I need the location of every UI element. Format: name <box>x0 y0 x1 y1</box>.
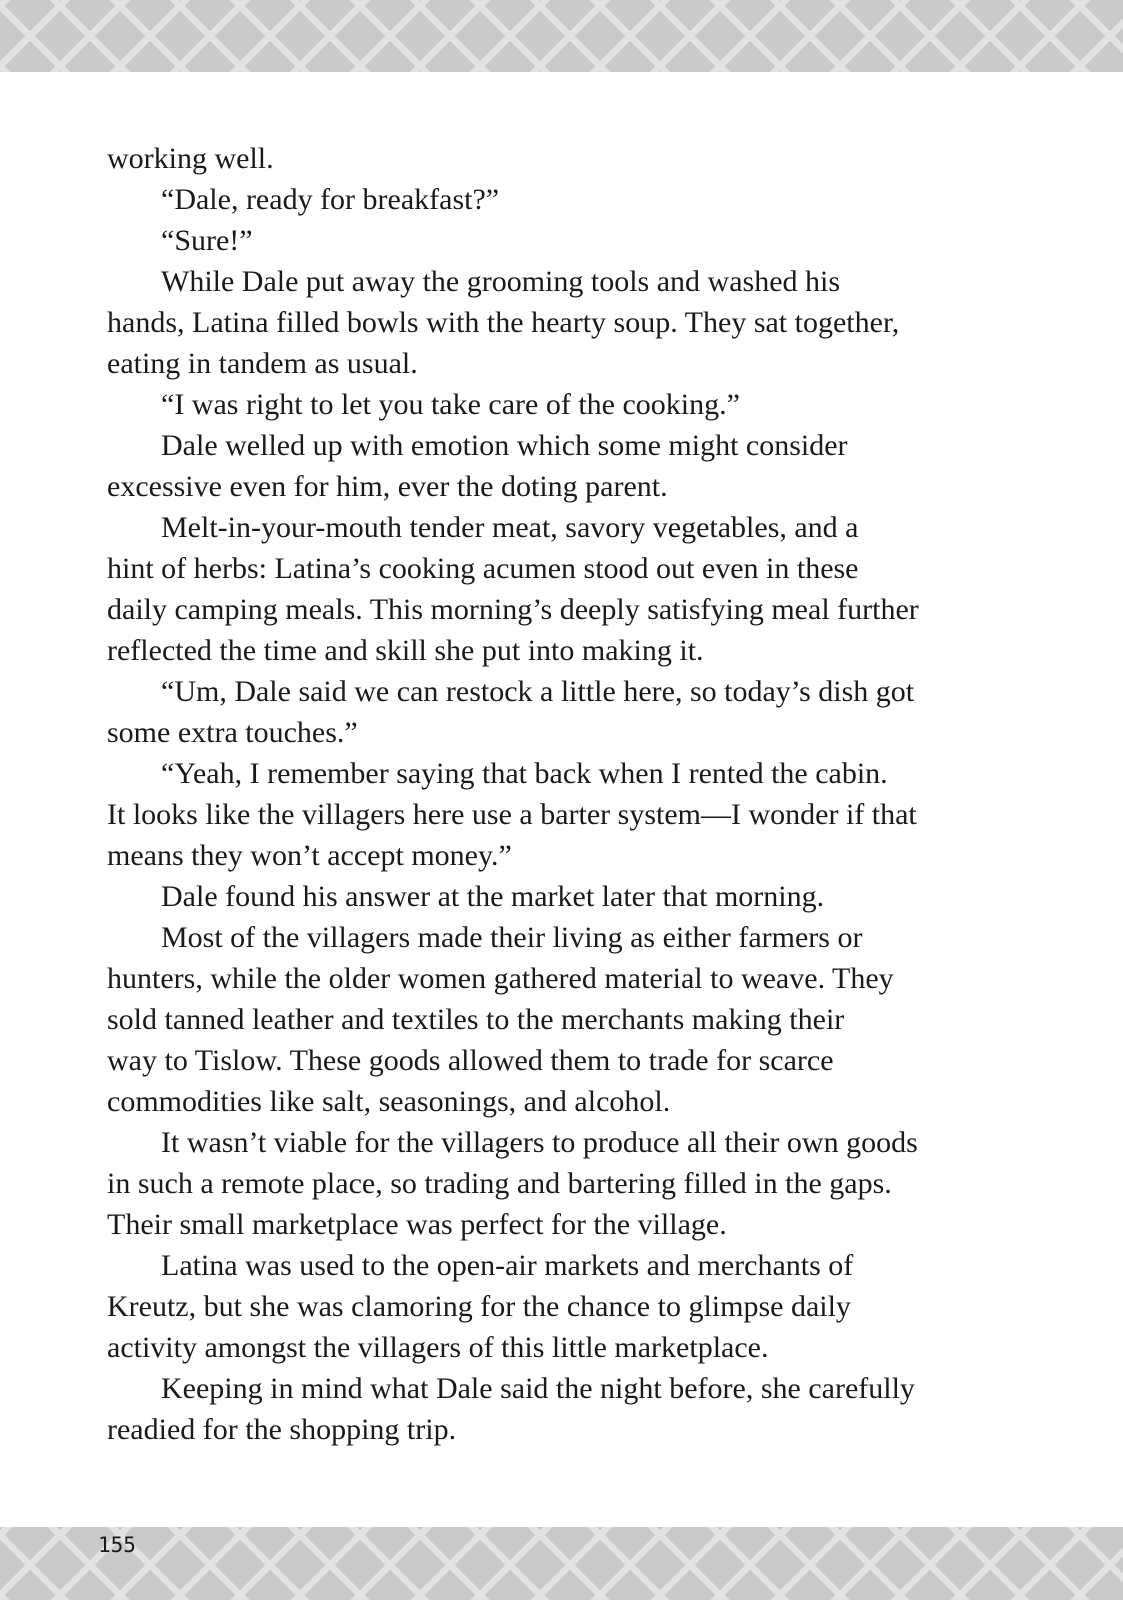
text-line: commodities like salt, seasonings, and alcohol. <box>107 1085 671 1118</box>
text-line: eating in tandem as usual. <box>107 347 418 380</box>
text-line: reflected the time and skill she put into making it. <box>107 634 704 667</box>
paragraph <box>107 917 957 1122</box>
paragraph <box>107 1122 957 1245</box>
text-line: way to Tislow. These goods allowed them to trade for scarce <box>107 1044 834 1077</box>
paragraph <box>107 384 957 425</box>
paragraph <box>107 1245 957 1368</box>
text-line: hunters, while the older women gathered material to weave. They <box>107 962 894 995</box>
paragraph <box>107 138 957 179</box>
paragraph <box>107 220 957 261</box>
top-decorative-border <box>0 0 1123 72</box>
text-line: excessive even for him, ever the doting parent. <box>107 470 668 503</box>
text-line: means they won’t accept money.” <box>107 839 512 872</box>
text-line: “Dale, ready for breakfast?” <box>161 183 500 216</box>
paragraph <box>107 261 957 384</box>
text-line: activity amongst the villagers of this little marketplace. <box>107 1331 769 1364</box>
text-line: some extra touches.” <box>107 716 358 749</box>
text-line: readied for the shopping trip. <box>107 1413 457 1446</box>
text-line: Dale found his answer at the market later that morning. <box>161 880 825 913</box>
paragraph <box>107 507 957 671</box>
text-line: working well. <box>107 142 274 175</box>
text-line: daily camping meals. This morning’s deeply satisfying meal further <box>107 593 919 626</box>
paragraph <box>107 425 957 507</box>
text-line: It wasn’t viable for the villagers to produce all their own goods <box>161 1126 918 1159</box>
text-line: Latina was used to the open-air markets and merchants of <box>161 1249 854 1282</box>
text-line: “I was right to let you take care of the cooking.” <box>161 388 740 421</box>
text-line: “Um, Dale said we can restock a little here, so today’s dish got <box>161 675 915 708</box>
text-line: It looks like the villagers here use a barter system—I wonder if that <box>107 798 917 831</box>
text-line: Melt-in-your-mouth tender meat, savory vegetables, and a <box>161 511 859 544</box>
text-line: “Sure!” <box>161 224 253 257</box>
paragraph <box>107 876 957 917</box>
text-line: Keeping in mind what Dale said the night before, she carefully <box>161 1372 915 1405</box>
paragraph <box>107 179 957 220</box>
text-line: While Dale put away the grooming tools and washed his <box>161 265 841 298</box>
text-line: “Yeah, I remember saying that back when I rented the cabin. <box>161 757 888 790</box>
text-line: in such a remote place, so trading and bartering filled in the gaps. <box>107 1167 892 1200</box>
text-line: Most of the villagers made their living as either farmers or <box>161 921 863 954</box>
text-line: hands, Latina filled bowls with the hearty soup. They sat together, <box>107 306 900 339</box>
paragraph <box>107 1368 957 1450</box>
paragraph <box>107 753 957 876</box>
text-line: hint of herbs: Latina’s cooking acumen stood out even in these <box>107 552 859 585</box>
text-line: sold tanned leather and textiles to the merchants making their <box>107 1003 845 1036</box>
text-line: Dale welled up with emotion which some might consider <box>161 429 848 462</box>
bottom-decorative-border <box>0 1527 1123 1600</box>
page-number: 155 <box>98 1533 136 1557</box>
page-body-text <box>107 138 957 1450</box>
text-line: Their small marketplace was perfect for the village. <box>107 1208 727 1241</box>
text-line: Kreutz, but she was clamoring for the chance to glimpse daily <box>107 1290 851 1323</box>
paragraph <box>107 671 957 753</box>
